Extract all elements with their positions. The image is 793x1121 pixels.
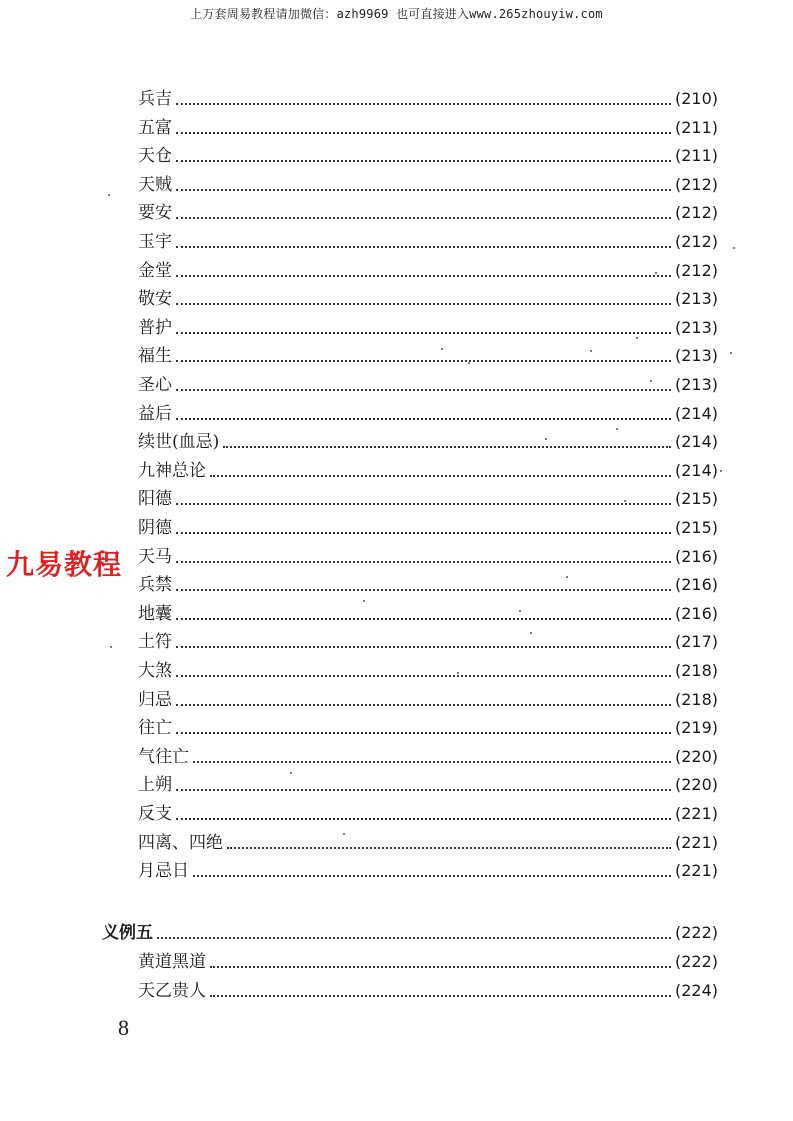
toc-entry-page: (214) <box>674 460 718 480</box>
toc-entry <box>138 546 718 568</box>
toc-entry-page: (213) <box>674 375 718 394</box>
toc-entry-page: (212) <box>674 232 718 251</box>
toc-entry <box>138 231 718 253</box>
toc-entry-title: 兵吉 <box>138 89 172 109</box>
dot-leader <box>176 244 671 248</box>
toc-entry <box>138 746 718 768</box>
scan-speck <box>636 337 638 339</box>
toc-entry-title: 天马 <box>138 546 172 567</box>
toc-entry-title: 土符 <box>138 632 172 653</box>
toc-entry <box>138 117 718 139</box>
dot-leader <box>223 444 671 448</box>
toc-entry-page: (213) <box>674 289 718 309</box>
toc-entry-page: (216) <box>674 603 718 623</box>
dot-leader <box>210 964 671 968</box>
dot-leader <box>176 530 671 534</box>
scan-speck <box>110 646 112 648</box>
dot-leader <box>193 759 671 763</box>
toc-entry-title: 气往亡 <box>138 746 189 767</box>
toc-entry-title: 福生 <box>138 346 172 367</box>
toc-entry-page: (218) <box>674 661 718 680</box>
toc-entry-title: 月忌日 <box>138 861 189 882</box>
scan-speck <box>468 362 470 364</box>
toc-entry-page: (214) <box>674 432 718 452</box>
toc-entry <box>138 174 718 196</box>
toc-section-heading <box>102 922 718 944</box>
toc-entry-title: 四离、四绝 <box>138 832 223 853</box>
toc-entry-title: 普护 <box>138 317 172 338</box>
toc-entry <box>138 603 718 625</box>
scan-speck <box>624 500 626 502</box>
toc-entry-title: 反支 <box>138 804 172 824</box>
scan-speck <box>730 352 732 354</box>
toc-entry-title: 敬安 <box>138 289 172 310</box>
page-number: 8 <box>118 1015 129 1040</box>
scan-speck <box>441 348 443 350</box>
scan-speck <box>457 672 459 674</box>
dot-leader <box>176 816 671 820</box>
toc-entry <box>138 374 718 396</box>
toc-entry-title: 大煞 <box>138 661 172 681</box>
scan-speck <box>590 350 592 352</box>
toc-entry <box>138 689 718 711</box>
toc-entry-page: (211) <box>674 146 718 166</box>
dot-leader <box>176 787 671 791</box>
toc-entry-title: 天仓 <box>138 146 172 167</box>
toc-entry <box>138 288 718 310</box>
toc-entry <box>138 832 718 854</box>
dot-leader <box>210 473 671 477</box>
toc-entry-title: 九神总论 <box>138 460 206 481</box>
toc-entry-page: (216) <box>674 575 718 595</box>
toc-entry <box>138 345 718 367</box>
toc-entry <box>138 717 718 739</box>
page-header-banner: 上万套周易教程请加微信：azh9969 也可直接进入www.265zhouyiw.com <box>190 7 603 21</box>
toc-entry-page: (219) <box>674 718 718 738</box>
toc-entry <box>138 774 718 796</box>
toc-entry-page: (212) <box>674 260 718 280</box>
dot-leader <box>176 187 671 191</box>
dot-leader <box>157 935 671 939</box>
toc-entry-title: 阴德 <box>138 518 172 538</box>
toc-entry-title: 益后 <box>138 403 172 424</box>
toc-entry <box>138 431 718 453</box>
toc-entry-page: (221) <box>674 804 718 823</box>
dot-leader <box>176 702 671 706</box>
dot-leader <box>176 730 671 734</box>
dot-leader <box>176 387 671 391</box>
dot-leader <box>176 358 671 362</box>
dot-leader <box>176 587 671 591</box>
dot-leader <box>176 673 671 677</box>
toc-entry-title: 玉宇 <box>138 232 172 252</box>
toc-entry <box>138 803 718 825</box>
toc-entry-page: (212) <box>674 174 718 194</box>
toc-entry-title: 归忌 <box>138 689 172 710</box>
dot-leader <box>176 301 671 305</box>
toc-entry-title: 天乙贵人 <box>138 981 206 1001</box>
toc-entry-title: 往亡 <box>138 718 172 739</box>
toc-entry <box>138 145 718 167</box>
toc-entry-title: 金堂 <box>138 260 172 281</box>
toc-entry-title: 义例五 <box>102 923 153 943</box>
scan-speck <box>720 470 722 472</box>
dot-leader <box>176 101 671 105</box>
toc-entry-title: 圣心 <box>138 375 172 395</box>
dot-leader <box>176 130 671 134</box>
toc-entry <box>138 660 718 682</box>
toc-entry-page: (216) <box>674 546 718 566</box>
toc-entry-title: 续世(血忌) <box>138 432 220 453</box>
toc-entry <box>138 460 718 482</box>
toc-entry-page: (220) <box>674 775 718 795</box>
toc-entry-title: 地囊 <box>138 603 172 624</box>
toc-entry-page: (220) <box>674 746 718 766</box>
toc-entry <box>138 951 718 973</box>
toc-entry-title: 五富 <box>138 117 172 138</box>
dot-leader <box>176 559 671 563</box>
toc-entry-page: (221) <box>674 832 718 852</box>
dot-leader <box>176 330 671 334</box>
toc-entry-page: (215) <box>674 489 718 509</box>
toc-entry <box>138 980 718 1002</box>
toc-entry <box>138 88 718 110</box>
toc-entry <box>138 631 718 653</box>
toc-entry-page: (221) <box>674 861 718 881</box>
toc-entry <box>138 403 718 425</box>
toc-entry-title: 黄道黑道 <box>138 952 206 972</box>
toc-entry-page: (217) <box>674 632 718 652</box>
toc-entry-title: 要安 <box>138 203 172 224</box>
scan-speck <box>545 438 547 440</box>
toc-entry-page: (211) <box>674 117 718 137</box>
dot-leader <box>227 845 671 849</box>
toc-entry-title: 上朔 <box>138 775 172 796</box>
toc-entry <box>138 202 718 224</box>
scan-speck <box>363 600 365 602</box>
watermark-logo: 九易教程 <box>6 548 123 581</box>
dot-leader <box>176 501 671 505</box>
scan-speck <box>530 632 532 634</box>
scan-speck <box>566 576 568 578</box>
toc-entry <box>138 260 718 282</box>
toc-entry-page: (214) <box>674 403 718 423</box>
scan-speck <box>519 610 521 612</box>
scan-speck <box>343 833 345 835</box>
dot-leader <box>210 993 671 997</box>
toc-entry-page: (224) <box>674 981 718 1000</box>
toc-entry-title: 兵禁 <box>138 575 172 596</box>
toc-entry-page: (215) <box>674 518 718 537</box>
toc-entry-page: (218) <box>674 689 718 709</box>
toc-entry-title: 阳德 <box>138 489 172 510</box>
toc-entry-page: (210) <box>674 89 718 108</box>
dot-leader <box>193 873 671 877</box>
toc-entry-page: (213) <box>674 317 718 337</box>
dot-leader <box>176 616 671 620</box>
toc-entry-page: (213) <box>674 346 718 366</box>
dot-leader <box>176 273 671 277</box>
scan-speck <box>733 247 735 249</box>
dot-leader <box>176 215 671 219</box>
toc-entry-page: (222) <box>674 952 718 971</box>
dot-leader <box>176 158 671 162</box>
scan-speck <box>290 772 292 774</box>
toc-entry-title: 天贼 <box>138 174 172 195</box>
toc-entry-page: (212) <box>674 203 718 223</box>
scan-speck <box>650 380 652 382</box>
toc-entry <box>138 517 718 539</box>
toc-entry-page: (222) <box>674 923 718 942</box>
toc-entry <box>138 860 718 882</box>
toc-entry <box>138 317 718 339</box>
scan-speck <box>655 272 657 274</box>
toc-entry <box>138 488 718 510</box>
scan-speck <box>108 194 110 196</box>
toc-entry <box>138 574 718 596</box>
scan-speck <box>616 428 618 430</box>
dot-leader <box>176 644 671 648</box>
dot-leader <box>176 416 671 420</box>
